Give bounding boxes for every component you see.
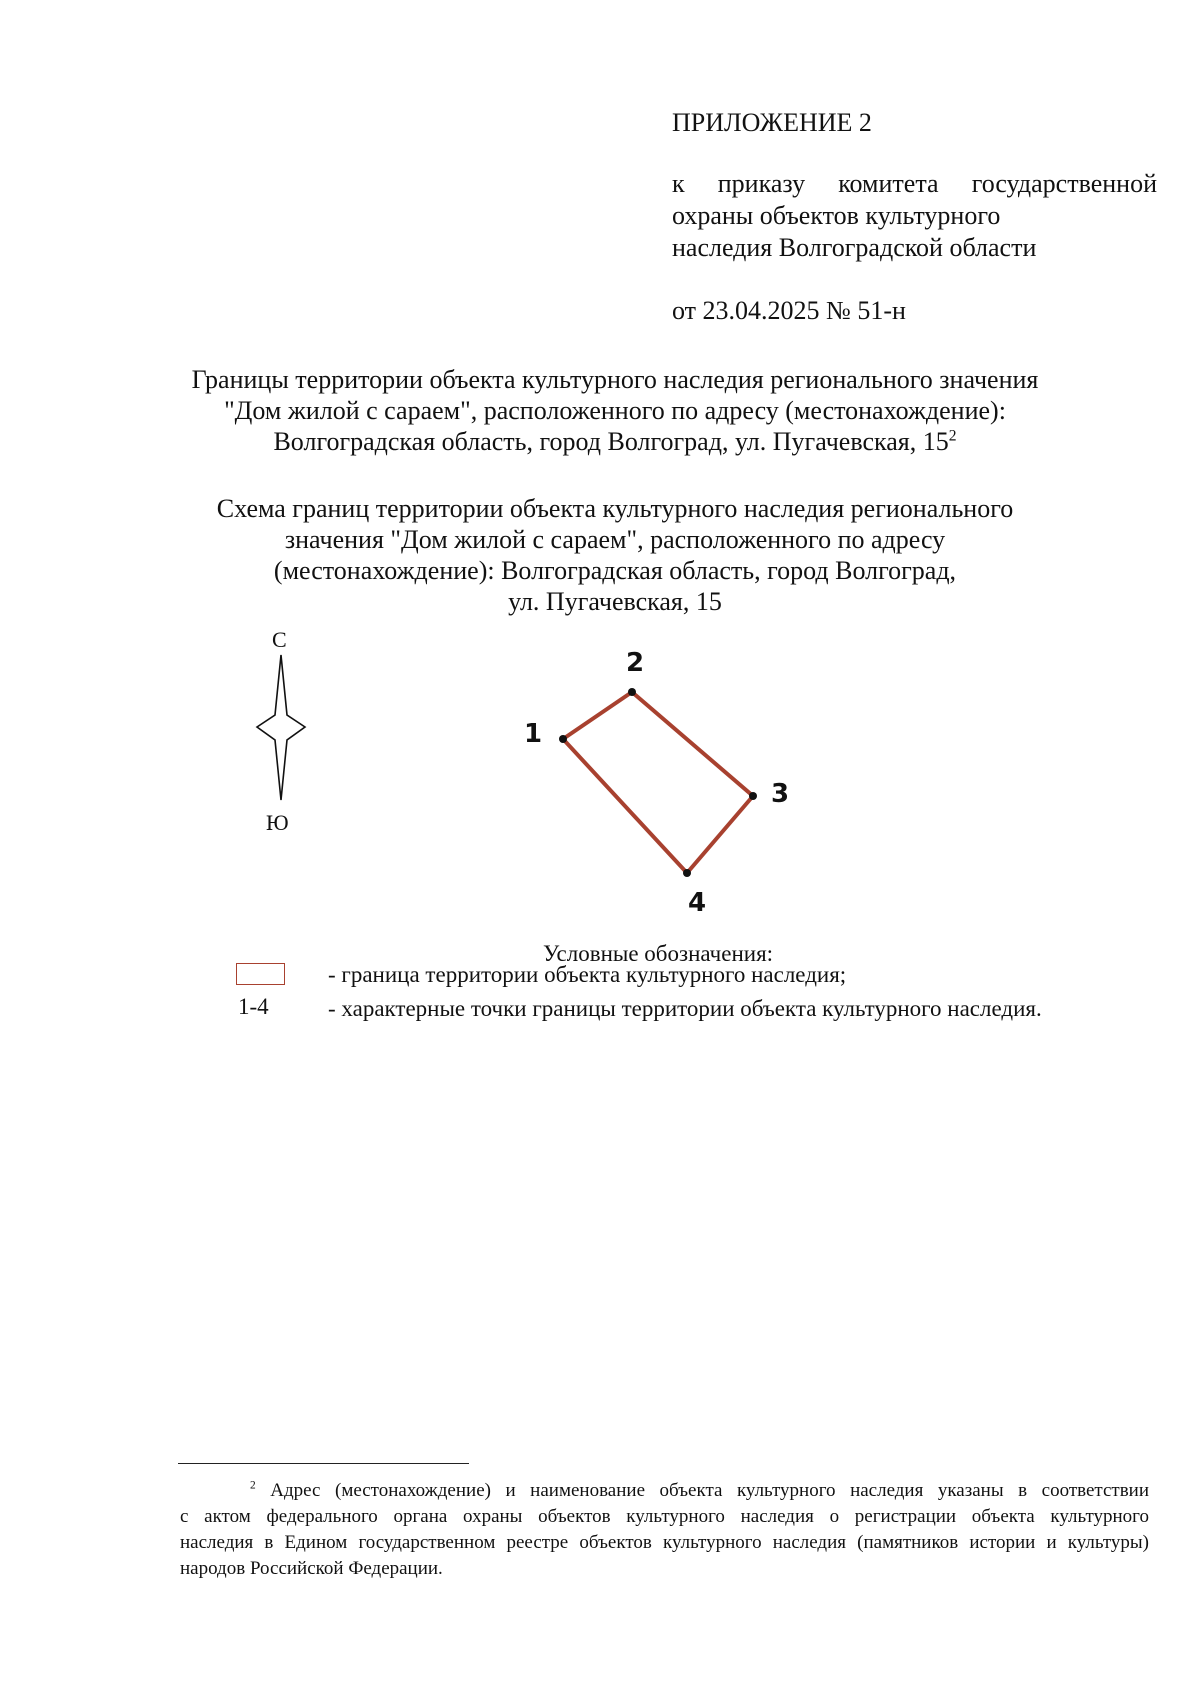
legend-boundary-swatch <box>236 963 285 985</box>
compass-south-label: Ю <box>266 810 289 835</box>
title-line: Границы территории объекта культурного наследия регионального значения <box>191 365 1039 394</box>
footnote <box>180 1478 1149 1582</box>
footnote-divider <box>178 1463 469 1464</box>
footnote-reference: 2 <box>948 427 957 445</box>
footnote-line: наследия в Едином государственном реестре объектов культурного наследия (памятников истории и культуры) <box>180 1532 1149 1553</box>
compass-north-label: С <box>272 627 287 652</box>
scheme-title-line: (местонахождение): Волгоградская область, город Волгоград, <box>273 556 957 585</box>
order-reference-line: наследия Волгоградской области <box>672 233 1037 262</box>
boundary-polygon <box>563 692 753 873</box>
point-label-1: 1 <box>524 719 543 749</box>
boundary-point-4 <box>683 869 691 877</box>
scheme-title-line: ул. Пугачевская, 15 <box>508 587 722 616</box>
order-date: от 23.04.2025 № 51-н <box>672 296 906 325</box>
title-address-text: Волгоградская область, город Волгоград, ул. Пугачевская, 15 <box>273 427 949 456</box>
scheme-title-line: Схема границ территории объекта культурного наследия регионального <box>216 494 1014 523</box>
north-arrow-icon <box>257 655 305 800</box>
title-line: "Дом жилой с сараем", расположенного по адресу (местонахождение): <box>224 396 1006 425</box>
legend-title: Условные обозначения: <box>543 941 774 966</box>
footnote-line: Адрес (местонахождение) и наименование объекта культурного наследия указаны в соответствии <box>270 1480 1149 1501</box>
footnote-line-first <box>180 1478 1149 1504</box>
footnote-marker: 2 <box>250 1479 256 1492</box>
appendix-title: ПРИЛОЖЕНИЕ 2 <box>672 108 872 137</box>
order-reference-line: к приказу комитета государственной <box>672 169 1157 198</box>
boundary-point-2 <box>628 688 636 696</box>
legend-points-label: 1-4 <box>238 994 269 1019</box>
order-reference-line: охраны объектов культурного <box>672 201 1001 230</box>
footnote-line: народов Российской Федерации. <box>180 1558 443 1579</box>
point-label-3: 3 <box>771 779 790 809</box>
point-label-4: 4 <box>688 888 707 918</box>
boundary-point-3 <box>749 792 757 800</box>
legend-points-text: - характерные точки границы территории объекта культурного наследия. <box>328 996 1042 1021</box>
point-label-2: 2 <box>626 648 645 678</box>
legend-boundary-text: - граница территории объекта культурного наследия; <box>328 962 847 987</box>
footnote-line: с актом федерального органа охраны объектов культурного наследия о регистрации объекта культурного <box>180 1506 1149 1527</box>
boundary-point-1 <box>559 735 567 743</box>
scheme-title-line: значения "Дом жилой с сараем", расположенного по адресу <box>284 525 946 554</box>
territory-boundary <box>524 648 789 918</box>
